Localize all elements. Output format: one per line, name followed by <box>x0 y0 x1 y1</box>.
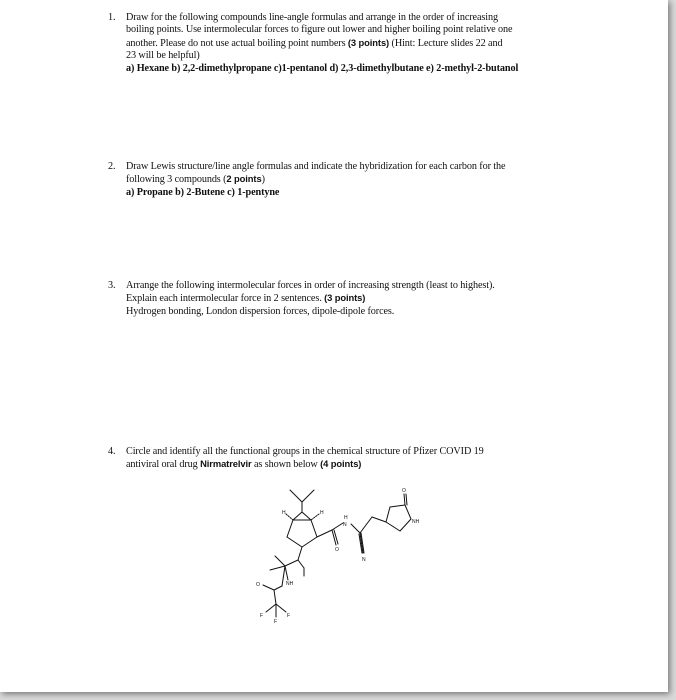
question-1-line-2: boiling points. Use intermolecular forces to figure out lower and higher boiling point relative one <box>126 24 513 36</box>
question-3-line-3: Hydrogen bonding, London dispersion forces, dipole-dipole forces. <box>126 305 395 317</box>
acyl-bond <box>298 560 304 568</box>
methyl-bond-1 <box>290 490 302 502</box>
tfa-carbonyl <box>263 585 274 590</box>
tbu-methyl-1 <box>275 556 285 566</box>
question-4-line-2-tail: as shown below <box>254 459 318 471</box>
tbu-link <box>285 560 298 566</box>
label-f-3: F <box>274 619 278 625</box>
label-f-2: F <box>287 613 291 619</box>
tfa-cf3-bond <box>274 590 276 604</box>
h-hash-right <box>311 514 319 520</box>
ring-bond-4 <box>302 537 317 547</box>
ring-bond-1 <box>287 520 293 537</box>
tbu-methyl-3 <box>285 566 288 580</box>
label-lactam-o: O <box>402 488 406 494</box>
question-1-number: 1. <box>108 12 116 23</box>
alpha-to-nh <box>282 566 285 586</box>
question-3-points: (3 points) <box>324 292 366 304</box>
nh-to-acyl <box>274 586 282 590</box>
lactam-carbonyl-double <box>406 494 407 505</box>
question-2-number: 2. <box>108 161 116 172</box>
ring-bond-3 <box>287 537 302 547</box>
h-hash-left <box>286 514 293 520</box>
tbu-methyl-2 <box>270 566 285 570</box>
cf-bond-1 <box>266 604 276 612</box>
question-1-line-1: Draw for the following compounds line-angle formulas and arrange in the order of increasing <box>126 12 498 23</box>
question-2-line-2-text: following 3 compounds ( <box>126 174 227 186</box>
label-nitrile-n: N <box>362 557 366 563</box>
question-2-line-1: Draw Lewis structure/line angle formulas and indicate the hybridization for each carbon for the <box>126 161 506 172</box>
question-2-points-close: ) <box>261 174 265 186</box>
carbonyl-bond <box>332 530 336 545</box>
amide-bond-2 <box>332 523 343 530</box>
label-ring-nh: NH <box>412 519 420 525</box>
lactam-ring <box>386 505 411 531</box>
question-1-line-3-text: another. Please do not use actual boiling point numbers <box>126 37 346 49</box>
question-2-options: a) Propane b) 2-Butene c) 1-pentyne <box>126 186 280 198</box>
label-tfa-nh: NH <box>286 581 294 587</box>
label-h-right: H <box>320 510 324 516</box>
question-1-points: (3 points) <box>347 36 390 48</box>
methyl-bond-2 <box>302 490 314 502</box>
cyclopropane-ring <box>293 512 311 520</box>
question-1-hint: (Hint: Lecture slides 22 and <box>391 37 503 49</box>
question-3-line-1: Arrange the following intermolecular forces in order of increasing strength (least to highest). <box>126 280 495 291</box>
question-2-points: 2 points <box>226 173 262 185</box>
amide-n-bond <box>351 524 360 533</box>
question-1-line-4: 23 will be helpful) <box>126 50 200 62</box>
carbonyl-double <box>334 530 338 544</box>
chain-bond-2 <box>372 517 386 522</box>
question-3-line-2-text: Explain each intermolecular force in 2 sentences. <box>126 293 322 305</box>
question-4-drug-name: Nirmatrelvir <box>200 458 252 470</box>
label-h-left: H <box>282 510 286 516</box>
question-4-line-2-text: antiviral oral drug <box>126 459 198 471</box>
amide-bond-1 <box>317 530 332 537</box>
label-tfa-o: O <box>256 582 260 588</box>
cf-bond-2 <box>276 604 286 612</box>
ring-to-carbonyl <box>298 547 302 560</box>
chain-bond-1 <box>360 517 372 533</box>
question-3-number: 3. <box>108 280 116 291</box>
question-4-line-1: Circle and identify all the functional groups in the chemical structure of Pfizer COVID 19 <box>126 446 484 457</box>
label-amide-h: H <box>344 515 348 521</box>
label-f-1: F <box>260 613 264 619</box>
label-amide-n: N <box>343 522 347 528</box>
label-carbonyl-o: O <box>335 547 339 553</box>
ring-bond-2 <box>311 520 317 537</box>
question-1-options: a) Hexane b) 2,2-dimethylpropane c)1-pentanol d) 2,3-dimethylbutane e) 2-methyl-2-butanol <box>126 62 519 74</box>
question-4-points: (4 points) <box>320 458 362 470</box>
question-4-number: 4. <box>108 446 116 457</box>
lactam-carbonyl <box>404 494 405 505</box>
